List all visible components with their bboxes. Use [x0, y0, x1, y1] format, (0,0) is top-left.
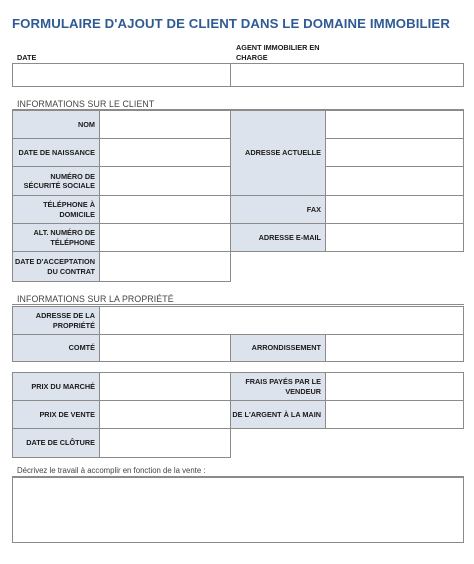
- date-field[interactable]: [12, 63, 231, 87]
- property-section-divider: [12, 304, 464, 305]
- property-section-title: INFORMATIONS SUR LA PROPRIÉTÉ: [17, 294, 174, 304]
- date-label: DATE: [17, 53, 37, 62]
- tel-domicile-field[interactable]: [99, 195, 231, 224]
- email-label: ADRESSE E-MAIL: [230, 223, 326, 252]
- work-description-prompt: Décrivez le travail à accomplir en fonction de la vente :: [17, 466, 206, 475]
- alt-tel-label: ALT. NUMÉRO DE TÉLÉPHONE: [12, 223, 100, 252]
- adresse-line-1[interactable]: [325, 110, 464, 139]
- secu-label: NUMÉRO DE SÉCURITÉ SOCIALE: [12, 166, 100, 196]
- argent-main-field[interactable]: [325, 400, 464, 429]
- prix-vente-label: PRIX DE VENTE: [12, 400, 100, 429]
- email-field[interactable]: [325, 223, 464, 252]
- adresse-propriete-field[interactable]: [99, 306, 464, 335]
- agent-label: AGENT IMMOBILIER EN CHARGE: [236, 43, 320, 62]
- alt-tel-field[interactable]: [99, 223, 231, 252]
- tel-domicile-label: TÉLÉPHONE À DOMICILE: [12, 195, 100, 224]
- nom-field[interactable]: [99, 110, 231, 139]
- work-description-field[interactable]: [12, 477, 464, 543]
- date-naissance-field[interactable]: [99, 138, 231, 167]
- adresse-line-2[interactable]: [325, 138, 464, 167]
- frais-vendeur-label: FRAIS PAYÉS PAR LE VENDEUR: [230, 372, 326, 401]
- page-title: FORMULAIRE D'AJOUT DE CLIENT DANS LE DOMAINE IMMOBILIER: [12, 16, 450, 31]
- adresse-line-3[interactable]: [325, 166, 464, 196]
- comte-field[interactable]: [99, 334, 231, 362]
- date-cloture-field[interactable]: [99, 428, 231, 458]
- arrondissement-field[interactable]: [325, 334, 464, 362]
- prix-marche-field[interactable]: [99, 372, 231, 401]
- argent-main-label: DE L'ARGENT À LA MAIN: [230, 400, 326, 429]
- frais-vendeur-field[interactable]: [325, 372, 464, 401]
- comte-label: COMTÉ: [12, 334, 100, 362]
- date-cloture-label: DATE DE CLÔTURE: [12, 428, 100, 458]
- secu-field[interactable]: [99, 166, 231, 196]
- prix-vente-field[interactable]: [99, 400, 231, 429]
- agent-field[interactable]: [230, 63, 464, 87]
- date-naissance-label: DATE DE NAISSANCE: [12, 138, 100, 167]
- nom-label: NOM: [12, 110, 100, 139]
- client-section-title: INFORMATIONS SUR LE CLIENT: [17, 99, 155, 109]
- adresse-actuelle-label: ADRESSE ACTUELLE: [230, 110, 326, 196]
- fax-field[interactable]: [325, 195, 464, 224]
- arrondissement-label: ARRONDISSEMENT: [230, 334, 326, 362]
- prix-marche-label: PRIX DU MARCHÉ: [12, 372, 100, 401]
- date-acceptation-label: DATE D'ACCEPTATION DU CONTRAT: [12, 251, 100, 282]
- date-acceptation-field[interactable]: [99, 251, 231, 282]
- fax-label: FAX: [230, 195, 326, 224]
- adresse-propriete-label: ADRESSE DE LA PROPRIÉTÉ: [12, 306, 100, 335]
